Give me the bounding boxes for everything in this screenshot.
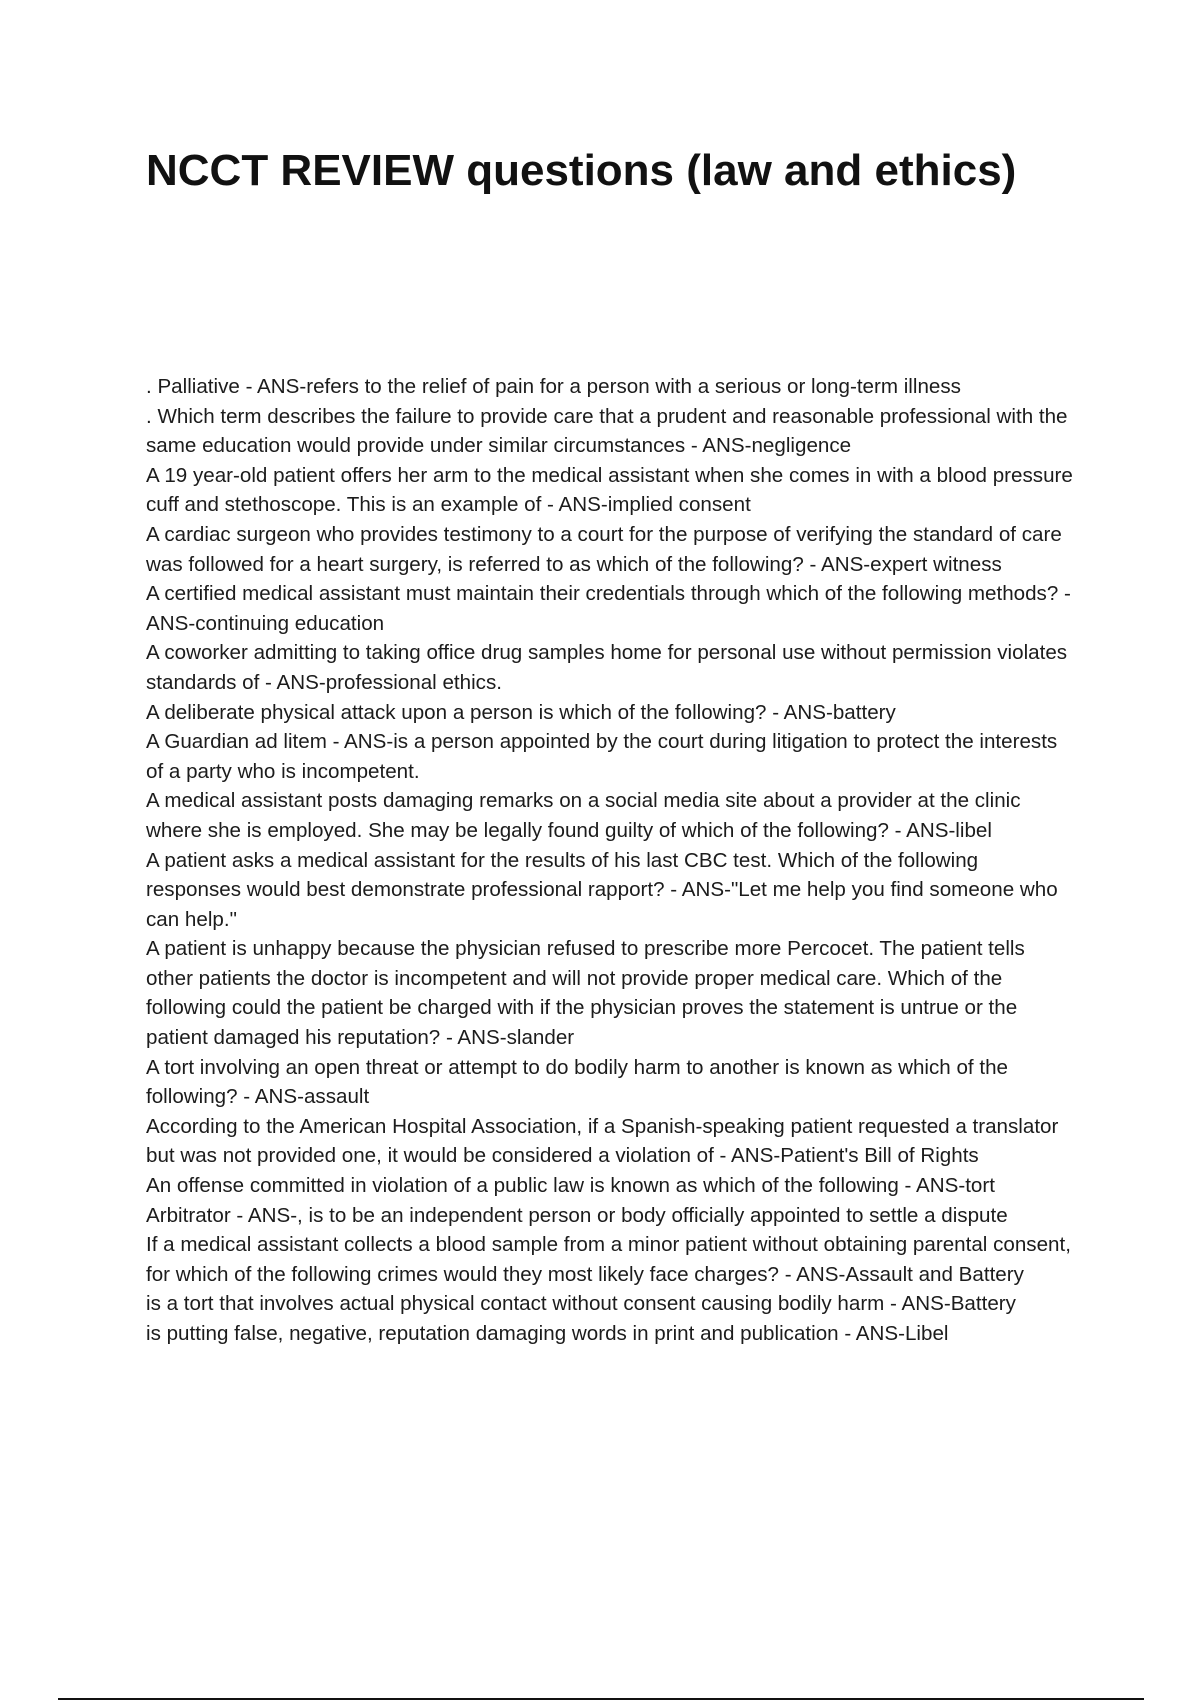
- qa-entry: is a tort that involves actual physical contact without consent causing bodily harm - ANS-Battery: [146, 1292, 1016, 1316]
- qa-entry: A tort involving an open threat or attempt to do bodily harm to another is known as which of the following? - ANS-assault: [146, 1055, 1009, 1109]
- qa-entry: A deliberate physical attack upon a person is which of the following? - ANS-battery: [146, 700, 896, 724]
- qa-entry: . Which term describes the failure to provide care that a prudent and reasonable professional with the same education would provide under similar circumstances - ANS-negligence: [146, 404, 1068, 458]
- qa-entry: A medical assistant posts damaging remarks on a social media site about a provider at the clinic where she is employed. She may be legally found guilty of which of the following? - ANS-libel: [146, 789, 1021, 842]
- qa-entry: If a medical assistant collects a blood sample from a minor patient without obtaining parental consent, for which of the following crimes would they most likely face charges? - ANS-Assault and Battery: [146, 1233, 1071, 1286]
- qa-entry: A coworker admitting to taking office drug samples home for personal use without permission violates standards of - ANS-professional ethics.: [146, 641, 1068, 694]
- qa-entry: A 19 year-old patient offers her arm to the medical assistant when she comes in with a blood pressure cuff and stethoscope. This is an example of - ANS-implied consent: [146, 463, 1073, 517]
- qa-entry: . Palliative - ANS-refers to the relief of pain for a person with a serious or long-term illness: [146, 375, 961, 398]
- qa-entry: A patient asks a medical assistant for the results of his last CBC test. Which of the following responses would best demonstrate professional rapport? - ANS-"Let me help you find someone who can help.": [146, 848, 1058, 931]
- qa-list: [146, 372, 1076, 1349]
- qa-entry: A certified medical assistant must maintain their credentials through which of the following methods? - ANS-continuing education: [146, 582, 1071, 635]
- document-title: NCCT REVIEW questions (law and ethics): [146, 146, 1017, 195]
- qa-entry: A Guardian ad litem - ANS-is a person appointed by the court during litigation to protect the interests of a party who is incompetent.: [146, 730, 1058, 783]
- qa-entry: According to the American Hospital Association, if a Spanish-speaking patient requested a translator but was not provided one, it would be considered a violation of - ANS-Patient's Bill of Rights: [146, 1114, 1059, 1168]
- qa-entry: is putting false, negative, reputation damaging words in print and publication - ANS-Libel: [146, 1322, 949, 1345]
- qa-entry: A patient is unhappy because the physician refused to prescribe more Percocet. The patient tells other patients the doctor is incompetent and will not provide proper medical care. Which of the following could the patient be charged with if the physician proves the statement is untrue or the patient damaged his reputation? - ANS-slander: [146, 937, 1025, 1050]
- qa-entry: An offense committed in violation of a public law is known as which of the following - ANS-tort: [146, 1174, 995, 1198]
- qa-entry: A cardiac surgeon who provides testimony to a court for the purpose of verifying the standard of care was followed for a heart surgery, is referred to as which of the following? - ANS-expert witness: [146, 522, 1062, 576]
- qa-entry: Arbitrator - ANS-, is to be an independent person or body officially appointed to settle a dispute: [146, 1203, 1008, 1227]
